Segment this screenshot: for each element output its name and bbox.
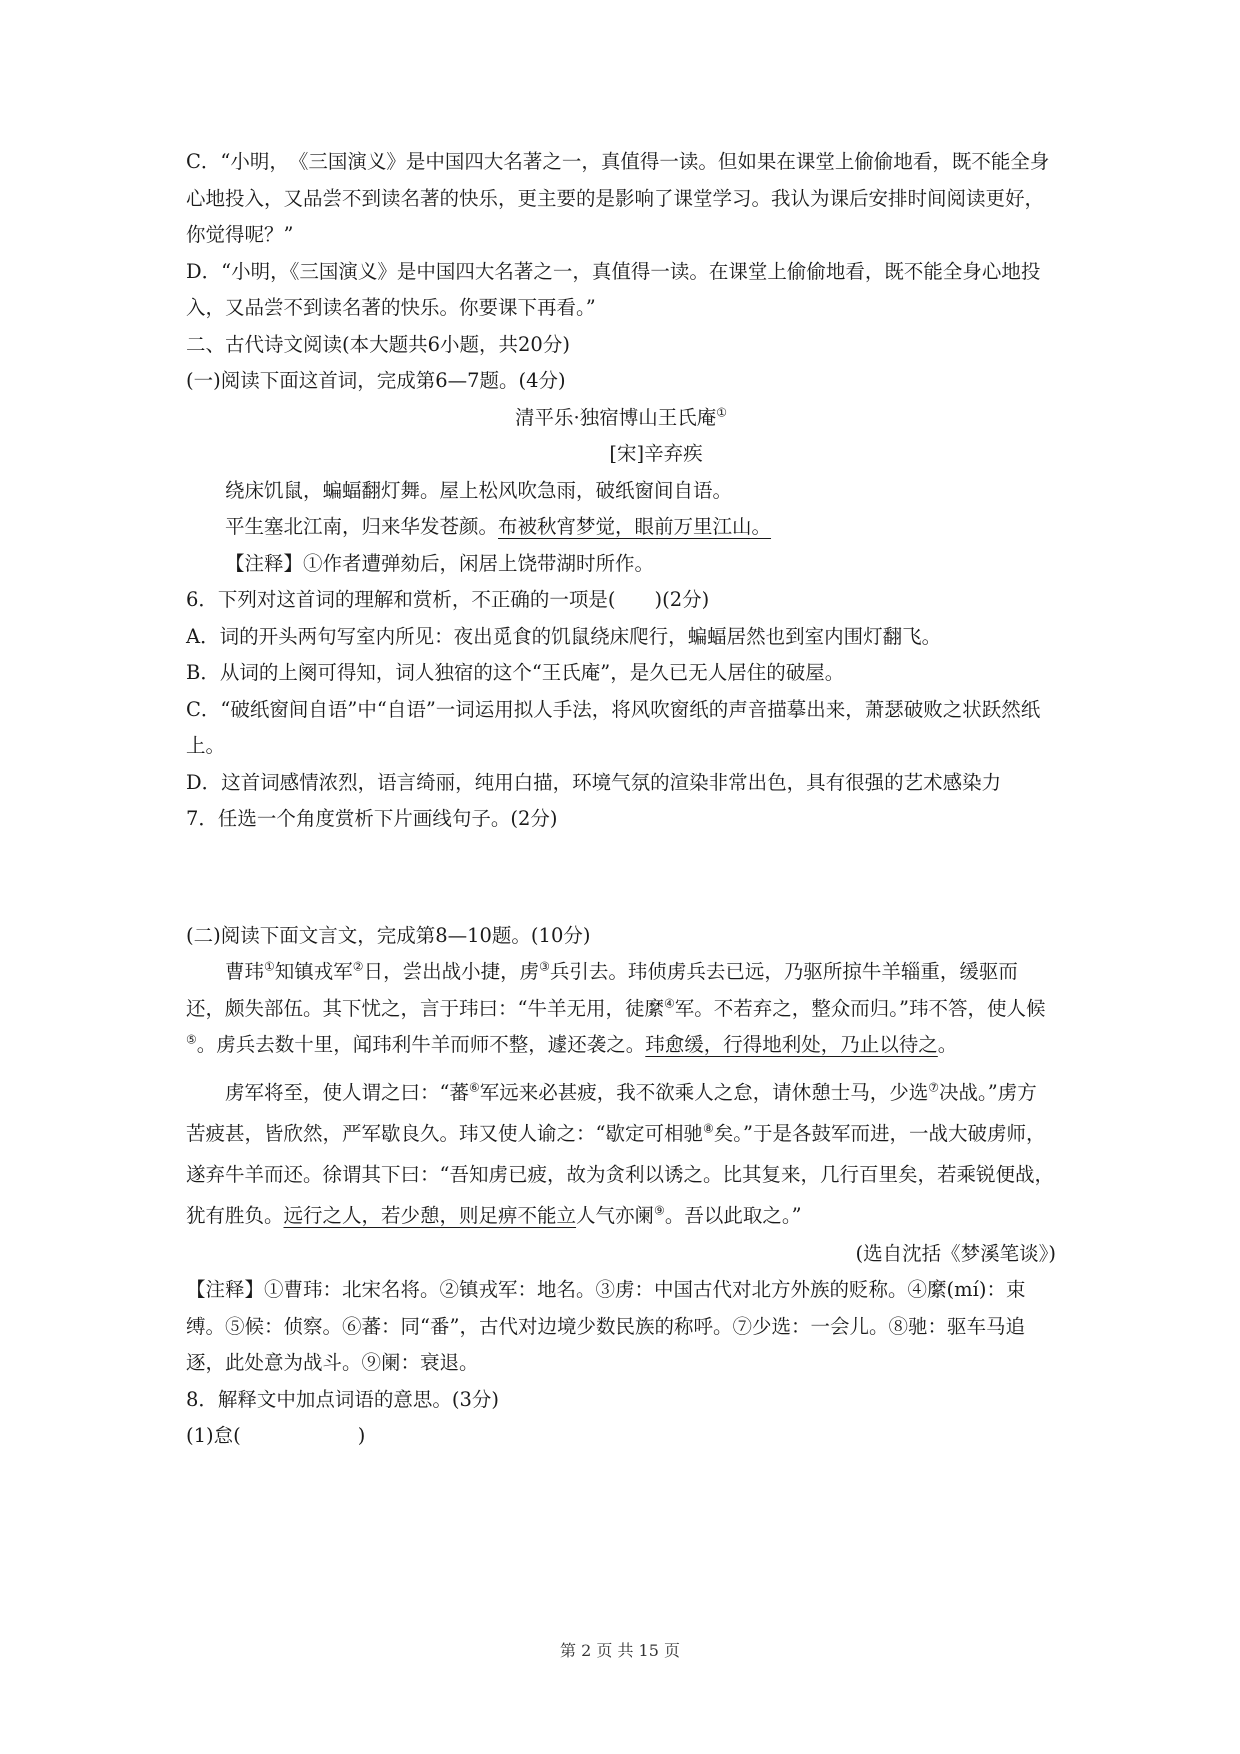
note-mark-3: ③ [539,959,550,974]
q7-stem: 7．任选一个角度赏析下片画线句子。(2分) [186,807,558,830]
passage-underlined-sentence-2: 远行之人，若少憩，则足痹不能立 [283,1203,577,1227]
poem-line-2 [186,509,1056,546]
q6-stem: 6．下列对这首词的理解和赏析，不正确的一项是( )(2分) [186,588,710,611]
passage-text: 兵引去。玮侦虏兵去已远，乃驱所掠牛羊辎重，缓驱而还，颇失部伍。其下忧之，言于玮曰：“牛羊无用，徒縻 [186,960,1018,1020]
poem-line-2-plain: 平生塞北江南，归来华发苍颜。 [225,515,499,538]
note-mark-4: ④ [663,996,675,1010]
note-mark-6: ⑥ [468,1080,480,1094]
spacer [186,1064,1056,1072]
poem-author: [宋]辛弃疾 [609,442,703,465]
page-content [186,144,1056,1455]
passage-notes: 【注释】①曹玮：北宋名将。②镇戎军：地名。③虏：中国古代对北方外族的贬称。④縻(mí)：束缚。⑤候：侦察。⑥蕃：同“番”，古代对边境少数民族的称呼。⑦少选：一会儿。⑧驰：驱车马追逐，此处意为战斗。⑨阑：衰退。 [186,1278,1026,1374]
passage-text: 。虏兵去数十里，闻玮利牛羊而师不整，遽还袭之。 [196,1033,646,1056]
note-mark-9: ⑨ [654,1203,665,1217]
passage-text: 军远来必甚疲，我不欲乘人之怠，请休憩士马，少选 [479,1080,929,1104]
q7-answer-space [186,838,1056,918]
passage-text: 。吾以此取之。” [664,1203,802,1227]
note-mark-1: ① [264,959,275,974]
note-mark-7: ⑦ [928,1080,940,1094]
q8-item-1: (1)怠( ) [186,1424,366,1447]
passage-text: 矣。”于是各鼓军而进，一战大破虏师，遂弃牛羊而还。徐谓其下曰：“吾知虏已疲，故为贪利以诱之。比其复来，几行百里矣，若乘锐便战，犹有胜负。 [186,1121,1054,1227]
note-mark-2: ② [352,959,364,974]
passage-text: 人气亦阑 [576,1203,655,1227]
passage-paragraph-1 [186,954,1056,1064]
passage-text: 决战。”虏方苦疲甚，皆欣然，严军歇良久。玮又使人谕之：“歇定可相驰 [186,1080,1037,1145]
part2-heading: 二、古代诗文阅读(本大题共6小题，共20分) [186,332,570,356]
passage-text: 日，尝出战小捷，虏 [363,960,540,983]
poem-title-note-mark: ① [716,405,727,419]
poem-line-1: 绕床饥鼠，蝙蝠翻灯舞。屋上松风吹急雨，破纸窗间自语。 [225,478,733,502]
option-d: D．“小明，《三国演义》是中国四大名著之一，真值得一读。在课堂上偷偷地看，既不能全身心地投入，又品尝不到读名著的快乐。你要课下再看。” [186,259,1041,319]
poem-line-2-underlined: 布被秋宵梦觉，眼前万里江山。 [498,515,772,538]
passage-text: 知镇戎军 [274,960,353,983]
passage-source: (选自沈括《梦溪笔谈》) [855,1241,1056,1265]
passage-text: 虏军将至，使人谓之曰：“蕃 [225,1080,469,1104]
q6-option-d: D．这首词感情浓烈，语言绮丽，纯用白描，环境气氛的渲染非常出色，具有很强的艺术感染力 [186,770,1002,794]
passage-text: 曹玮 [225,960,265,983]
sub1-heading: (一)阅读下面这首词，完成第6—7题。(4分) [186,369,566,392]
q6-option-b: B．从词的上阕可得知，词人独宿的这个“王氏庵”，是久已无人居住的破屋。 [186,661,845,684]
poem-title-text: 清平乐·独宿博山王氏庵 [515,405,717,429]
passage-text: 。 [937,1033,958,1056]
q6-option-a: A．词的开头两句写室内所见：夜出觅食的饥鼠绕床爬行，蝙蝠居然也到室内围灯翻飞。 [186,624,942,648]
poem-note: 【注释】①作者遭弹劾后，闲居上饶带湖时所作。 [225,551,655,575]
q8-stem: 8．解释文中加点词语的意思。(3分) [186,1387,500,1411]
sub2-heading: (二)阅读下面文言文，完成第8—10题。(10分) [186,923,591,947]
poem-title [186,400,1056,437]
passage-underlined-sentence-1: 玮愈缓，行得地利处，乃止以待之 [645,1033,938,1056]
option-c: C．“小明， 《三国演义》是中国四大名著之一，真值得一读。但如果在课堂上偷偷地看，既不能全身心地投入，又品尝不到读名著的快乐，更主要的是影响了课堂学习。我认为课后安排时间阅读更好，你觉得呢？” [186,150,1050,246]
page-footer: 第 2 页 共 15 页 [560,1641,680,1660]
note-mark-8: ⑧ [702,1121,714,1135]
passage-text: 军。不若弃之，整众而归。”玮不答，使人候 [674,996,1046,1020]
note-mark-5: ⑤ [186,1032,197,1047]
passage-paragraph-2 [186,1072,1056,1236]
q6-option-c: C．“破纸窗间自语”中“自语”一词运用拟人手法，将风吹窗纸的声音描摹出来，萧瑟破败之状跃然纸上。 [186,697,1041,757]
